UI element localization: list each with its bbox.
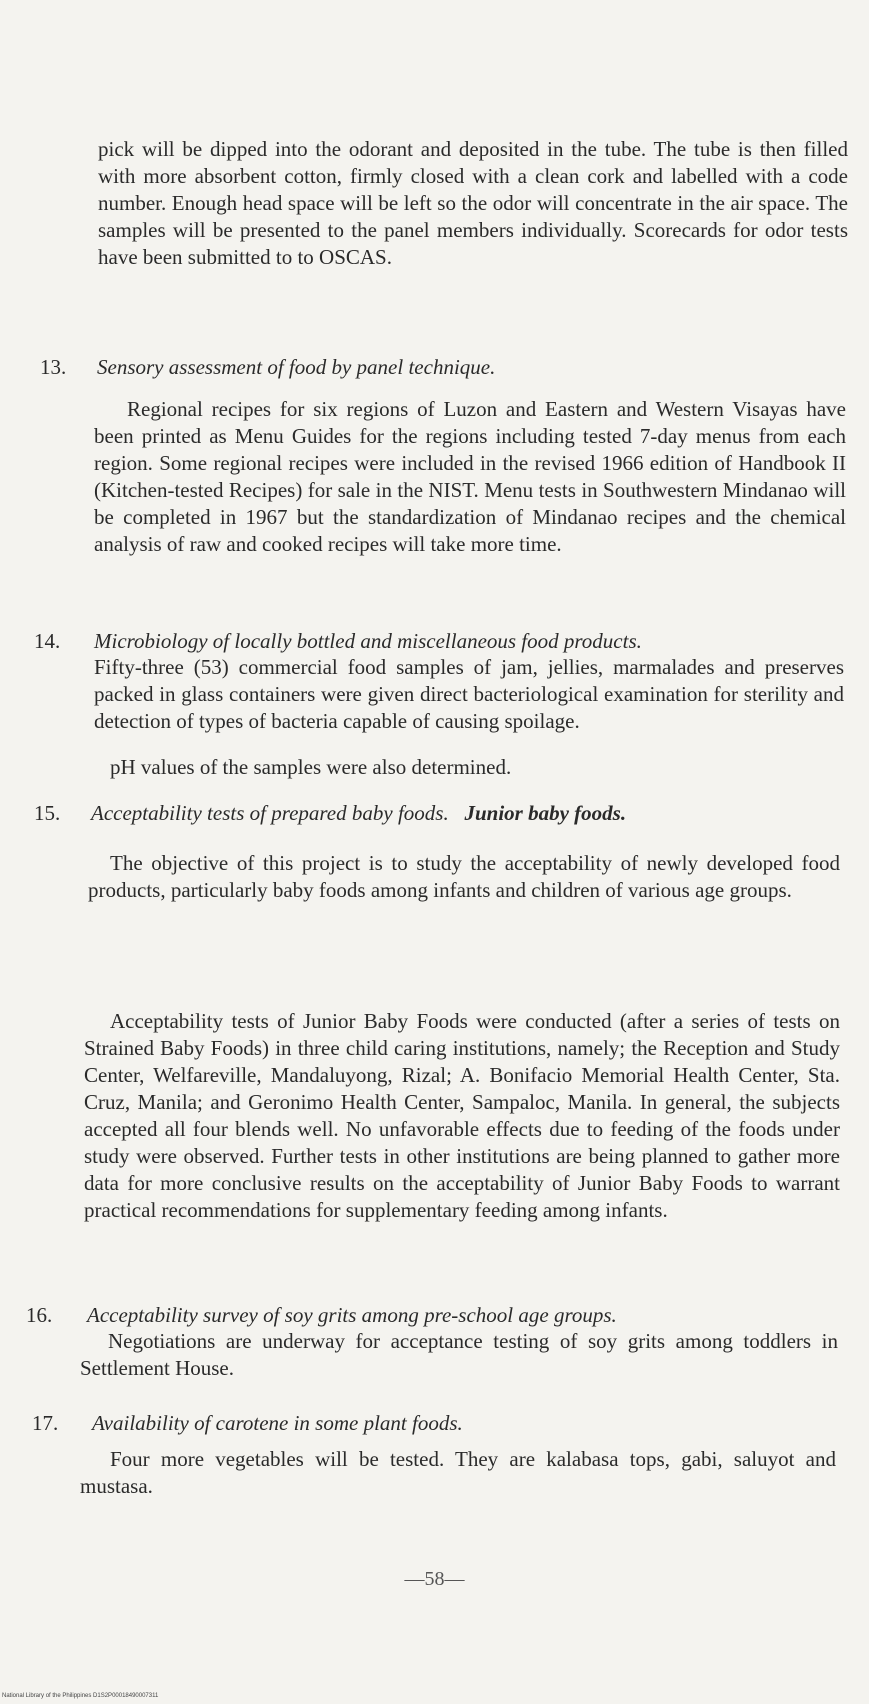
item-14-paragraph-2: pH values of the samples were also determined. — [110, 755, 512, 779]
item-17-number: 17. — [32, 1411, 59, 1435]
item-16-paragraph: Negotiations are underway for acceptance testing of soy grits among toddlers in Settlement House. — [80, 1329, 838, 1380]
item-17-paragraph: Four more vegetables will be tested. They are kalabasa tops, gabi, saluyot and mustasa. — [80, 1447, 836, 1498]
item-13-number: 13. — [40, 355, 67, 379]
item-13-title: Sensory assessment of food by panel technique. — [97, 355, 496, 379]
item-15-paragraph-2: Acceptability tests of Junior Baby Foods were conducted (after a series of tests on Strained Baby Foods) in three child caring institutions, namely; the Reception and Study Center, Welfareville, Mandaluyong, Rizal; A. Bonifacio Memorial Health Center, Sta. Cruz, Manila; and Geronimo Health Center, Sampaloc, Manila. In general, the subjects accepted all four blends well. No unfavorable effects due to feeding of the foods under study were observed. Further tests in other institutions are being planned to gather more data for more conclusive results on the acceptability of Junior Baby Foods to warrant practical recommendations for supplementary feeding among infants. — [84, 1009, 840, 1222]
item-15-title-main: Acceptability tests of prepared baby foods. — [91, 801, 449, 825]
item-16-number: 16. — [26, 1303, 53, 1327]
continuation-paragraph: pick will be dipped into the odorant and deposited in the tube. The tube is then filled with more absorbent cotton, firmly closed with a clean cork and labelled with a code number. Enough head space will be left so the odor will concentrate in the air space. The samples will be presented to the panel members individually. Scorecards for odor tests have been submitted to to OSCAS. — [98, 137, 848, 269]
item-15-title — [91, 800, 626, 827]
item-17-title: Availability of carotene in some plant foods. — [92, 1411, 463, 1435]
item-16-title: Acceptability survey of soy grits among pre-school age groups. — [87, 1303, 617, 1327]
item-15-paragraph-1: The objective of this project is to study the acceptability of newly developed food products, particularly baby foods among infants and children of various age groups. — [88, 851, 840, 902]
item-14-title: Microbiology of locally bottled and miscellaneous food products. — [94, 629, 642, 653]
item-13-paragraph: Regional recipes for six regions of Luzon and Eastern and Western Visayas have been printed as Menu Guides for the regions including tested 7-day menus from each region. Some regional recipes were included in the revised 1966 edition of Handbook II (Kitchen-tested Recipes) for sale in the NIST. Menu tests in Southwestern Mindanao will be completed in 1967 but the standardization of Mindanao recipes and the chemical analysis of raw and cooked recipes will take more time. — [94, 397, 846, 556]
library-footer: National Library of the Philippines D1S2P00018490007311 — [2, 1693, 159, 1699]
item-15-title-extra: Junior baby foods. — [464, 801, 627, 825]
item-15-number: 15. — [34, 801, 61, 825]
page-number: —58— — [404, 1568, 465, 1590]
item-14-number: 14. — [34, 629, 61, 653]
item-14-paragraph: Fifty-three (53) commercial food samples of jam, jellies, marmalades and preserves packed in glass containers were given direct bacteriological examination for sterility and detection of types of bacteria capable of causing spoilage. — [94, 655, 844, 733]
